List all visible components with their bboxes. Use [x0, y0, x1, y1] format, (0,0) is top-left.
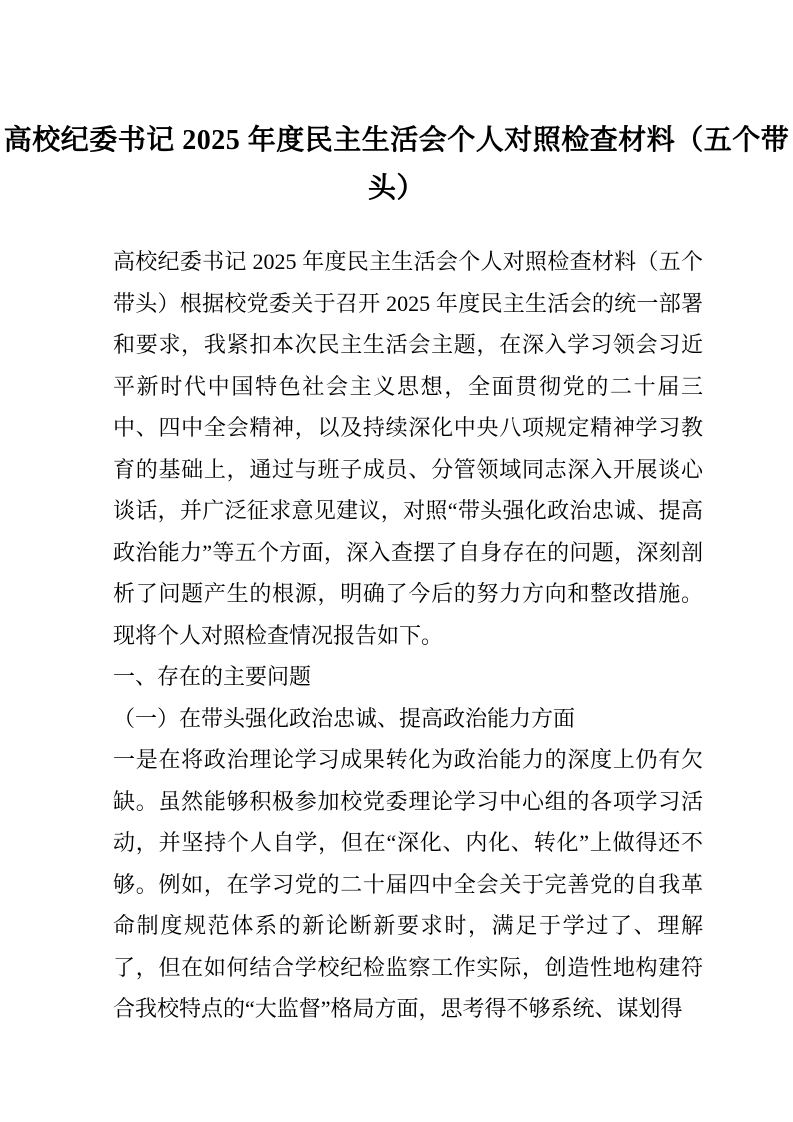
document-title: 高校纪委书记 2025 年度民主生活会个人对照检查材料（五个带头） — [3, 125, 790, 204]
document-body — [113, 241, 703, 1030]
intro-paragraph: 高校纪委书记 2025 年度民主生活会个人对照检查材料（五个带头）根据校党委关于召开 2025 年度民主生活会的统一部署和要求，我紧扣本次民主生活会主题，在深入学习领会习近平新时代中国特色社会主义思想，全面贯彻党的二十届三中、四中全会精神，以及持续深化中央八项规定精神学习教育的基础上，通过与班子成员、分管领域同志深入开展谈心谈话，并广泛征求意见建议，对照“带头强化政治忠诚、提高政治能力”等五个方面，深入查摆了自身存在的问题，深刻剖析了问题产生的根源，明确了今后的努力方向和整改措施。现将个人对照检查情况报告如下。 — [113, 249, 703, 648]
subsection-heading: （一）在带头强化政治忠诚、提高政治能力方面 — [113, 705, 576, 731]
body-paragraph: 一是在将政治理论学习成果转化为政治能力的深度上仍有欠缺。虽然能够积极参加校党委理论学习中心组的各项学习活动，并坚持个人自学，但在“深化、内化、转化”上做得还不够。例如，在学习党的二十届四中全会关于完善党的自我革命制度规范体系的新论断新要求时，满足于学过了、理解了，但在如何结合学校纪检监察工作实际，创造性地构建符合我校特点的“大监督”格局方面，思考得不够系统、谋划得 — [113, 747, 703, 1021]
section-heading: 一、存在的主要问题 — [113, 664, 312, 689]
